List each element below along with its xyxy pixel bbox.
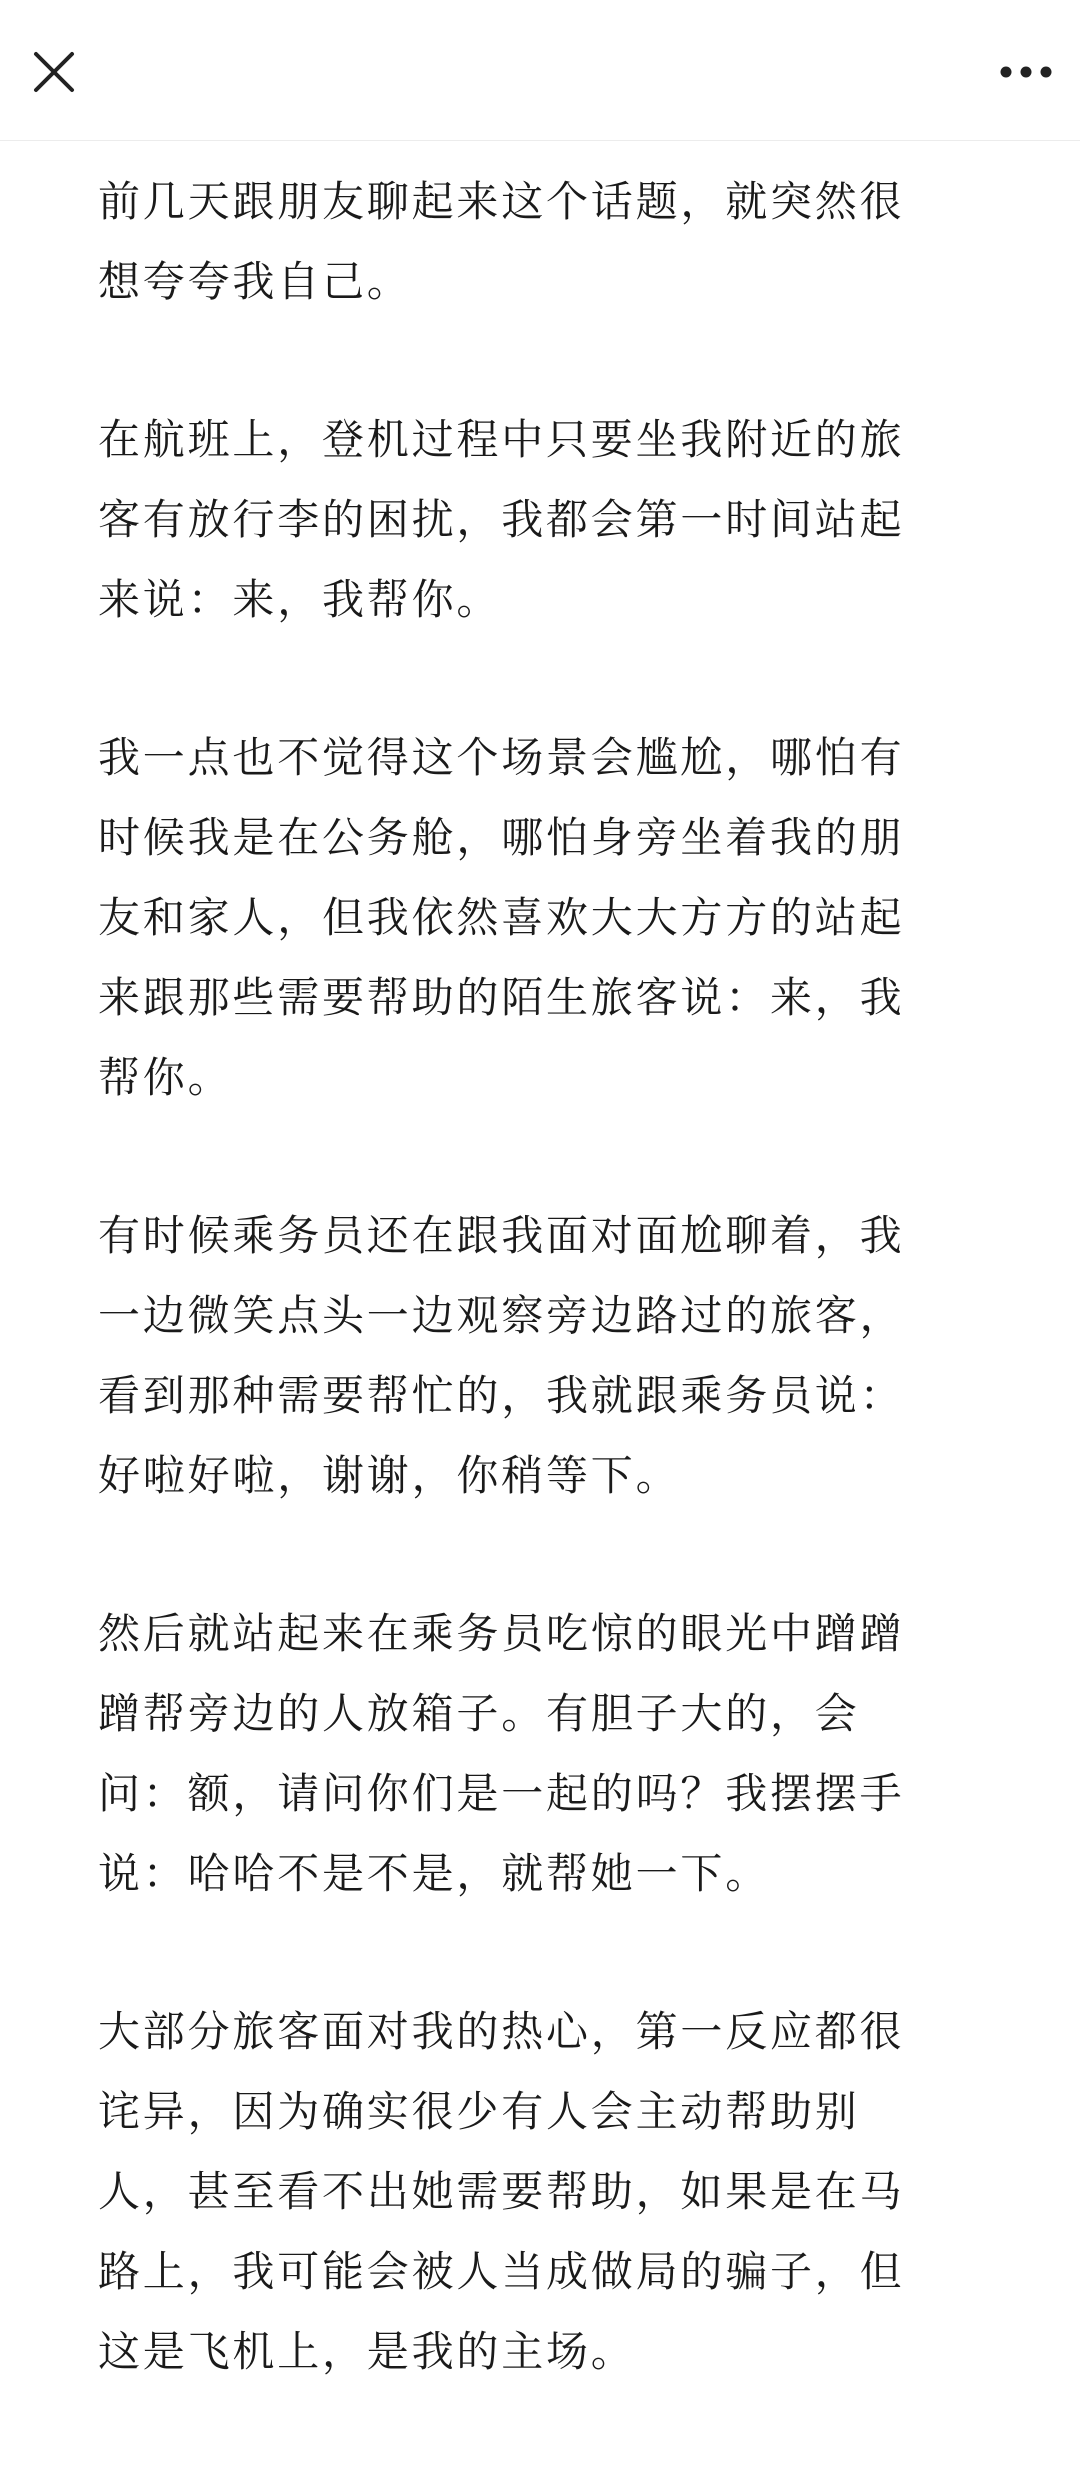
paragraph-line: 蹭帮旁边的人放箱子。有胆子大的，会 bbox=[98, 1689, 860, 1738]
paragraph-line: 友和家人，但我依然喜欢大大方方的站起 bbox=[98, 893, 905, 942]
paragraph-line: 看到那种需要帮忙的，我就跟乘务员说： bbox=[98, 1371, 905, 1420]
close-button[interactable] bbox=[22, 40, 86, 104]
article-paragraph bbox=[98, 162, 988, 322]
paragraph-line: 说：哈哈不是不是，就帮她一下。 bbox=[98, 1849, 771, 1898]
paragraph-line: 想夸夸我自己。 bbox=[98, 257, 412, 306]
paragraph-line: 诧异，因为确实很少有人会主动帮助别 bbox=[98, 2087, 860, 2136]
paragraph-line: 在航班上，登机过程中只要坐我附近的旅 bbox=[98, 415, 905, 464]
paragraph-line: 来跟那些需要帮助的陌生旅客说：来，我 bbox=[98, 973, 905, 1022]
article-paragraph bbox=[98, 1992, 988, 2392]
paragraph-line: 人，甚至看不出她需要帮助，如果是在马 bbox=[98, 2167, 905, 2216]
paragraph-line: 帮你。 bbox=[98, 1053, 233, 1102]
close-icon bbox=[32, 50, 76, 94]
article-paragraph bbox=[98, 400, 988, 640]
more-options-button[interactable] bbox=[994, 40, 1058, 104]
paragraph-line: 前几天跟朋友聊起来这个话题，就突然很 bbox=[98, 177, 905, 226]
paragraph-line: 路上，我可能会被人当成做局的骗子，但 bbox=[98, 2247, 905, 2296]
paragraph-line: 一边微笑点头一边观察旁边路过的旅客， bbox=[98, 1291, 905, 1340]
article-paragraph bbox=[98, 1594, 988, 1914]
paragraph-line: 有时候乘务员还在跟我面对面尬聊着，我 bbox=[98, 1211, 905, 1260]
paragraph-line: 好啦好啦，谢谢，你稍等下。 bbox=[98, 1451, 681, 1500]
article-paragraph bbox=[98, 1196, 988, 1516]
paragraph-line: 大部分旅客面对我的热心，第一反应都很 bbox=[98, 2007, 905, 2056]
paragraph-line: 时候我是在公务舱，哪怕身旁坐着我的朋 bbox=[98, 813, 905, 862]
paragraph-line: 我一点也不觉得这个场景会尴尬，哪怕有 bbox=[98, 733, 905, 782]
article-paragraph bbox=[98, 718, 988, 1118]
paragraph-line: 这是飞机上，是我的主场。 bbox=[98, 2327, 636, 2376]
paragraph-line: 客有放行李的困扰，我都会第一时间站起 bbox=[98, 495, 905, 544]
article-body bbox=[98, 162, 988, 2470]
more-horizontal-icon bbox=[998, 64, 1054, 80]
top-toolbar bbox=[0, 0, 1080, 141]
paragraph-line: 问：额，请问你们是一起的吗？我摆摆手 bbox=[98, 1769, 905, 1818]
paragraph-line: 来说：来，我帮你。 bbox=[98, 575, 502, 624]
paragraph-line: 然后就站起来在乘务员吃惊的眼光中蹭蹭 bbox=[98, 1609, 905, 1658]
